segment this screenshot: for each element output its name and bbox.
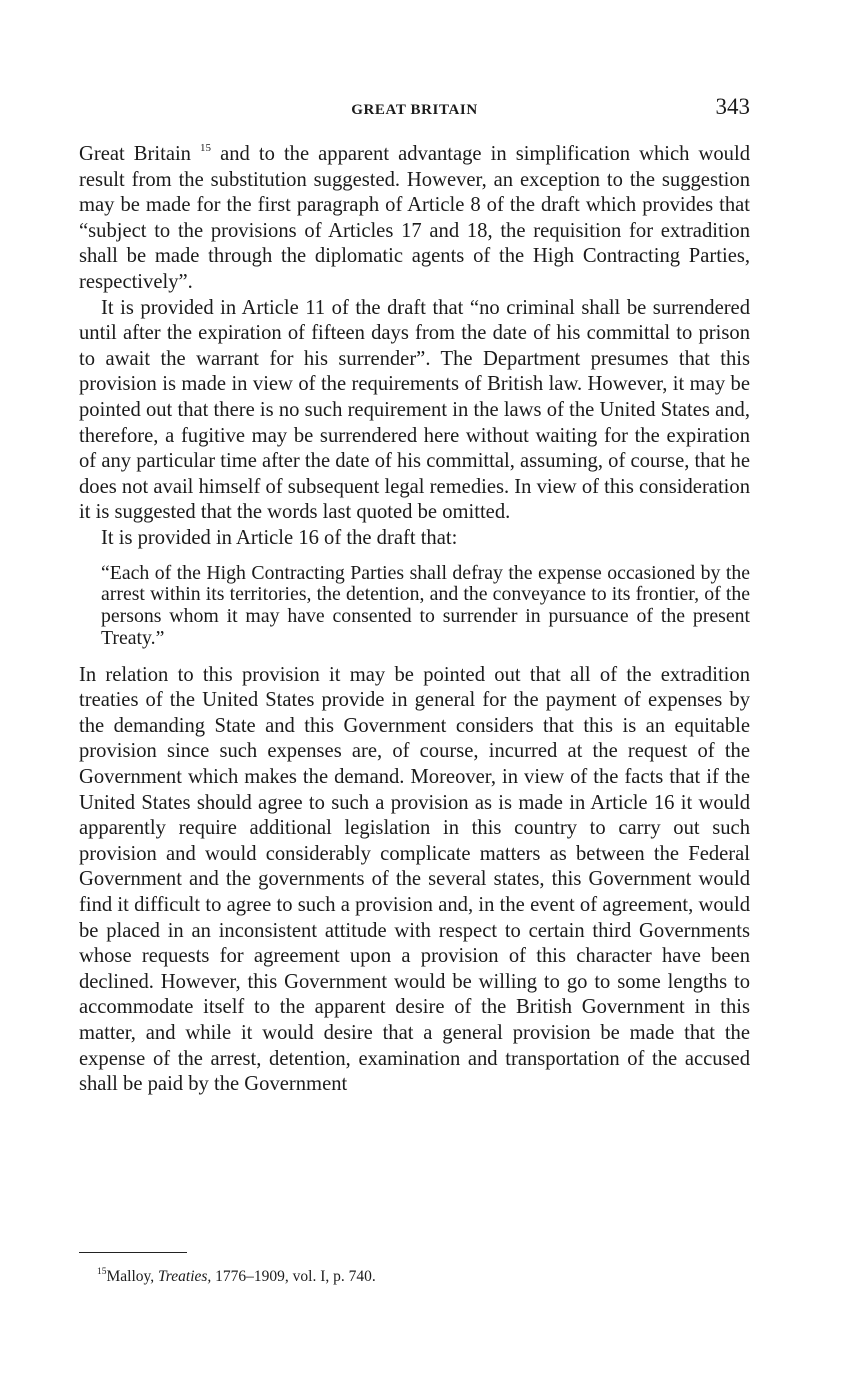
footnote-citation: 1776–1909, vol. I, p. 740. <box>211 1268 376 1285</box>
footnote-title: Treaties, <box>158 1268 212 1285</box>
document-page <box>79 92 750 1098</box>
paragraph-text: Great Britain <box>79 143 191 165</box>
footnote-marker: 15 <box>97 1266 107 1277</box>
paragraph-text: and to the apparent advantage in simplification which would result from the substitution suggested. However, an exception to the suggestion may be made for the first paragraph of Article 8 of the draft which provides that “subject to the provisions of Articles 17 and 18, the requisition for extradition shall be made through the diplomatic agents of the High Contracting Parties, respectively”. <box>79 143 750 293</box>
footnote <box>97 1268 376 1286</box>
block-quote: “Each of the High Contracting Parties shall defray the expense occasioned by the arrest within its territories, the detention, and the conveyance to its frontier, of the persons whom it may have consented to surrender in pursuance of the present Treaty.” <box>101 561 750 649</box>
body-text <box>79 142 750 1098</box>
paragraph-article-11: It is provided in Article 11 of the draft that “no criminal shall be surrendered until after the expiration of fifteen days from the date of his committal to prison to await the warrant for his surrender”. The Department presumes that this provision is made in view of the requirements of British law. However, it may be pointed out that there is no such requirement in the laws of the United States and, therefore, a fugitive may be surrendered here without waiting for the expiration of any particular time after the date of his committal, assuming, of course, that he does not avail himself of subsequent legal remedies. In view of this consideration it is suggested that the words last quoted be omitted. <box>79 296 750 524</box>
page-number: 343 <box>715 94 750 119</box>
paragraph-article-16-intro: It is provided in Article 16 of the draft that: <box>101 526 458 549</box>
paragraph-continuation <box>79 142 750 296</box>
footnote-rule <box>79 1252 187 1253</box>
running-title: GREAT BRITAIN <box>351 102 478 118</box>
footnote-author: Malloy, <box>106 1268 159 1285</box>
running-head <box>79 92 750 126</box>
paragraph-relation: In relation to this provision it may be pointed out that all of the extradition treaties of the United States provide in general for the payment of expenses by the demanding State and this Government considers that this is an equitable provision since such expenses are, of course, incurred at the request of the Government which makes the demand. Moreover, in view of the facts that if the United States should agree to such a provision as is made in Article 16 it would apparently require additional legislation in this country to carry out such provision and would considerably complicate matters as between the Federal Government and the governments of the several states, this Government would find it difficult to agree to such a provision and, in the event of agreement, would be placed in an inconsistent attitude with respect to certain third Governments whose requests for agreement upon a provision of this character have been declined. However, this Government would be willing to go to some lengths to accommodate itself to the apparent desire of the British Government in this matter, and while it would desire that a general provision be made that the expense of the arrest, detention, examination and transportation of the accused shall be paid by the Government <box>79 663 750 1096</box>
footnote-reference: 15 <box>200 142 212 155</box>
